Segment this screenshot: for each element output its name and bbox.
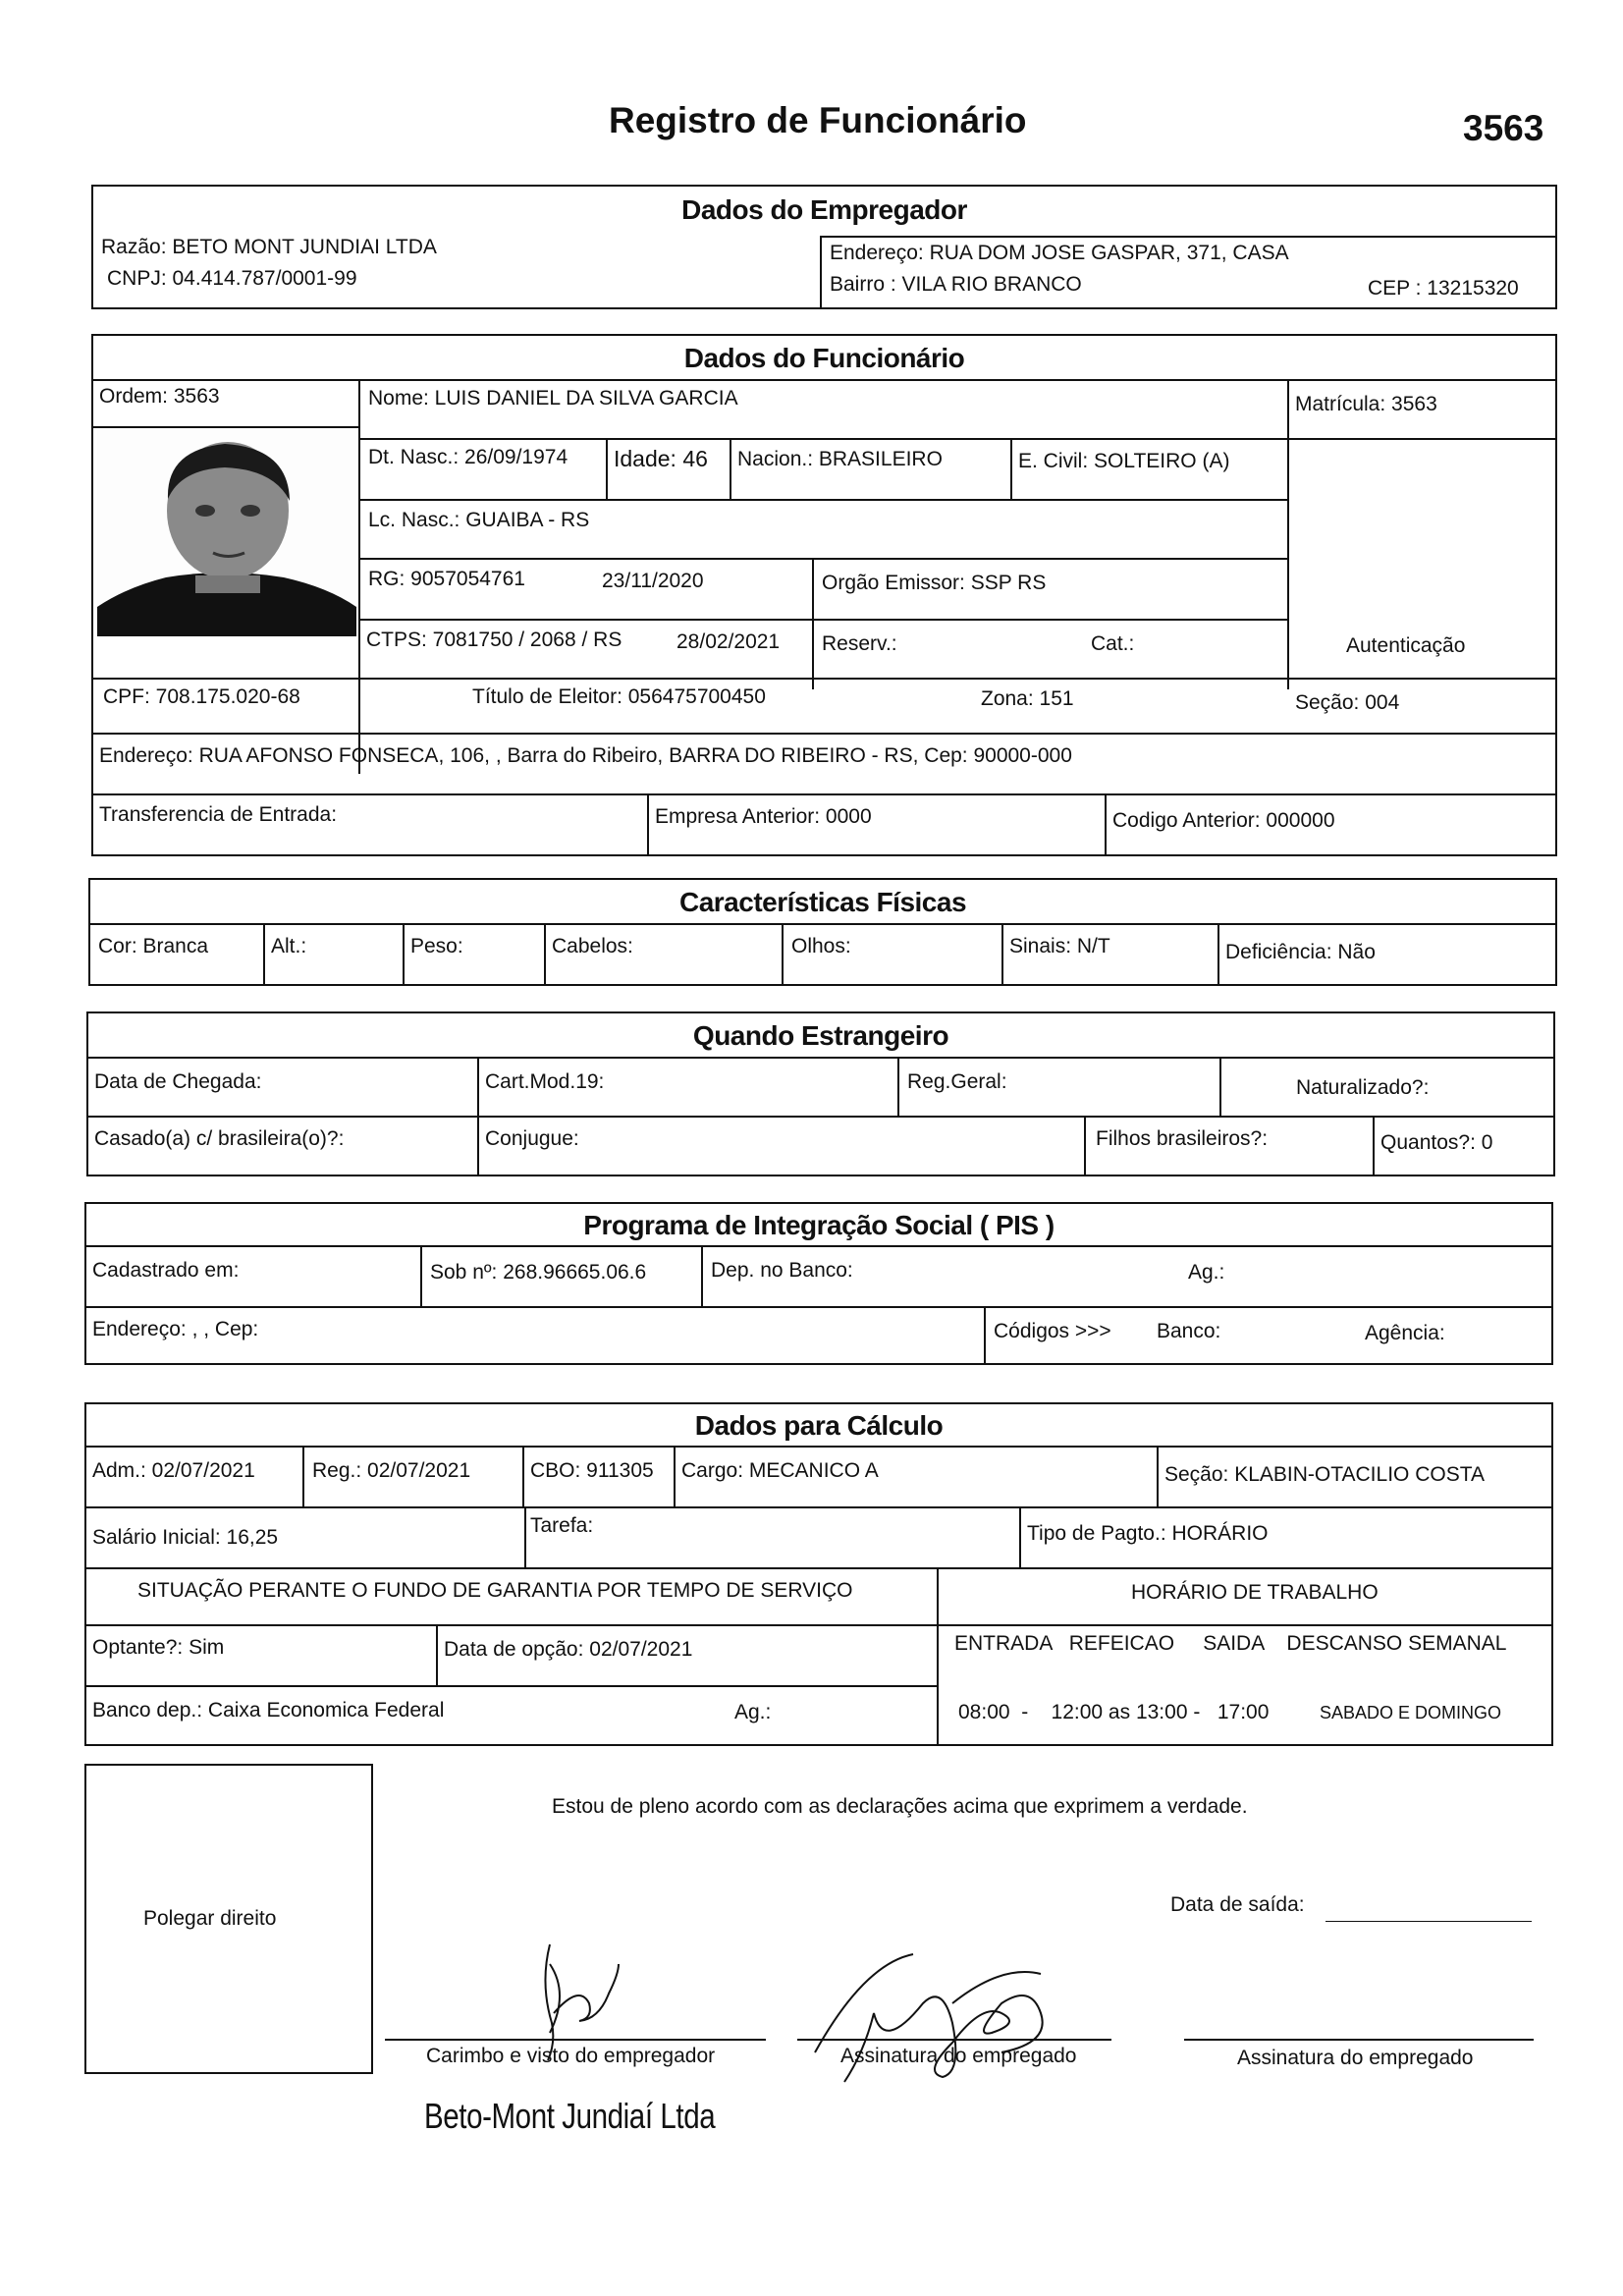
employee-rg-date: 23/11/2020 (602, 570, 704, 592)
employee-signature-label-1: Assinatura do empregado (840, 2045, 1077, 2067)
page-title: Registro de Funcionário (609, 100, 1027, 140)
pis-cadastrado: Cadastrado em: (92, 1259, 240, 1282)
calc-horario-cols: ENTRADA REFEICAO SAIDA DESCANSO SEMANAL (954, 1632, 1507, 1655)
pis-agencia: Agência: (1365, 1322, 1445, 1344)
employee-ecivil: E. Civil: SOLTEIRO (A) (1018, 450, 1230, 472)
foreigner-conjugue: Conjugue: (485, 1127, 579, 1150)
foreigner-reg-geral: Reg.Geral: (907, 1070, 1007, 1093)
calc-salario: Salário Inicial: 16,25 (92, 1526, 279, 1549)
calc-cbo: CBO: 911305 (530, 1459, 654, 1482)
pis-banco: Banco: (1157, 1320, 1221, 1342)
physical-deficiencia: Deficiência: Não (1225, 941, 1376, 963)
employer-address: Endereço: RUA DOM JOSE GASPAR, 371, CASA (830, 242, 1289, 264)
calc-horario-vals: 08:00 - 12:00 as 13:00 - 17:00 (958, 1701, 1270, 1723)
employee-ctps-date: 28/02/2021 (676, 630, 781, 653)
calc-data-opcao: Data de opção: 02/07/2021 (444, 1638, 693, 1661)
previous-company: Empresa Anterior: 0000 (655, 805, 872, 828)
employee-signature (805, 1944, 1119, 2092)
calc-ag: Ag.: (734, 1701, 772, 1723)
pis-ag: Ag.: (1188, 1261, 1225, 1284)
employer-section-title: Dados do Empregador (681, 194, 967, 225)
employee-dt-nasc: Dt. Nasc.: 26/09/1974 (368, 446, 568, 468)
calc-cargo: Cargo: MECANICO A (681, 1459, 879, 1482)
foreigner-section (86, 1011, 1555, 1176)
pis-address: Endereço: , , Cep: (92, 1318, 259, 1340)
foreigner-cart: Cart.Mod.19: (485, 1070, 605, 1093)
calc-tipo-pagto: Tipo de Pagto.: HORÁRIO (1027, 1522, 1269, 1545)
physical-sinais: Sinais: N/T (1009, 935, 1110, 957)
calc-banco-dep: Banco dep.: Caixa Economica Federal (92, 1699, 445, 1722)
employer-cnpj: CNPJ: 04.414.787/0001-99 (107, 267, 357, 290)
foreigner-arrival: Data de Chegada: (94, 1070, 262, 1093)
employee-address: Endereço: RUA AFONSO FONSECA, 106, , Barra do Ribeiro, BARRA DO RIBEIRO - RS, Cep: 90000-000 (99, 744, 1072, 767)
employee-nome: Nome: LUIS DANIEL DA SILVA GARCIA (368, 387, 738, 410)
employer-razao: Razão: BETO MONT JUNDIAI LTDA (101, 236, 437, 258)
calc-reg: Reg.: 02/07/2021 (312, 1459, 471, 1482)
physical-section-title: Características Físicas (90, 880, 1555, 925)
company-stamp: Beto-Mont Jundiaí Ltda (424, 2096, 716, 2136)
employer-section (91, 185, 1557, 309)
employee-ordem: Ordem: 3563 (99, 385, 220, 408)
calc-section-title: Dados para Cálculo (86, 1404, 1551, 1448)
physical-peso: Peso: (410, 935, 463, 957)
foreigner-filhos: Filhos brasileiros?: (1096, 1127, 1269, 1150)
physical-section (88, 878, 1557, 986)
record-number: 3563 (1463, 108, 1544, 148)
employee-idade: Idade: 46 (614, 446, 708, 471)
thumbprint-box (84, 1764, 373, 2074)
calc-adm: Adm.: 02/07/2021 (92, 1459, 255, 1482)
employee-section-title: Dados do Funcionário (93, 336, 1555, 381)
employee-lc-nasc: Lc. Nasc.: GUAIBA - RS (368, 509, 590, 531)
employee-autenticacao: Autenticação (1346, 634, 1466, 657)
transfer-entry: Transferencia de Entrada: (99, 803, 338, 826)
employee-section (91, 334, 1557, 856)
employer-cep: CEP : 13215320 (1368, 277, 1519, 300)
employee-rg: RG: 9057054761 (368, 568, 525, 590)
employer-signature (491, 1925, 648, 2072)
calc-section (84, 1402, 1553, 1746)
employee-ctps: CTPS: 7081750 / 2068 / RS (366, 629, 622, 651)
employee-secao: Seção: 004 (1295, 691, 1400, 714)
foreigner-naturalizado: Naturalizado?: (1296, 1076, 1430, 1099)
employee-nacion: Nacion.: BRASILEIRO (737, 448, 943, 470)
employee-photo (97, 430, 356, 636)
calc-secao: Seção: KLABIN-OTACILIO COSTA (1164, 1463, 1485, 1486)
previous-code: Codigo Anterior: 000000 (1112, 809, 1335, 832)
exit-date-label: Data de saída: (1170, 1893, 1305, 1916)
foreigner-casado: Casado(a) c/ brasileira(o)?: (94, 1127, 345, 1150)
employer-signature-label: Carimbo e visto do empregador (426, 2045, 716, 2067)
pis-section (84, 1202, 1553, 1365)
thumbprint-label: Polegar direito (143, 1907, 277, 1930)
employee-reserv: Reserv.: (822, 632, 897, 655)
employee-titulo: Título de Eleitor: 056475700450 (472, 685, 766, 708)
employee-signature-label-2: Assinatura do empregado (1237, 2047, 1474, 2069)
calc-optante: Optante?: Sim (92, 1636, 225, 1659)
pis-section-title: Programa de Integração Social ( PIS ) (86, 1204, 1551, 1247)
calc-horario-title: HORÁRIO DE TRABALHO (1131, 1581, 1379, 1604)
foreigner-quantos: Quantos?: 0 (1380, 1131, 1493, 1154)
foreigner-section-title: Quando Estrangeiro (88, 1013, 1553, 1059)
employee-cpf: CPF: 708.175.020-68 (103, 685, 300, 708)
pis-dep-banco: Dep. no Banco: (711, 1259, 853, 1282)
employee-matricula: Matrícula: 3563 (1295, 393, 1437, 415)
employee-zona: Zona: 151 (981, 687, 1074, 710)
physical-alt: Alt.: (271, 935, 307, 957)
agreement-text: Estou de pleno acordo com as declarações acima que exprimem a verdade. (552, 1795, 1248, 1818)
employee-orgao-emissor: Orgão Emissor: SSP RS (822, 572, 1047, 594)
employee-cat: Cat.: (1091, 632, 1135, 655)
calc-fgts-title: SITUAÇÃO PERANTE O FUNDO DE GARANTIA POR TEMPO DE SERVIÇO (137, 1579, 853, 1602)
pis-codigos: Códigos >>> (994, 1320, 1111, 1342)
calc-descanso: SABADO E DOMINGO (1320, 1703, 1502, 1722)
physical-cor: Cor: Branca (98, 935, 209, 957)
physical-olhos: Olhos: (791, 935, 851, 957)
physical-cabelos: Cabelos: (552, 935, 633, 957)
pis-number: Sob nº: 268.96665.06.6 (430, 1261, 647, 1284)
employer-bairro: Bairro : VILA RIO BRANCO (830, 273, 1082, 296)
calc-tarefa: Tarefa: (530, 1514, 594, 1537)
